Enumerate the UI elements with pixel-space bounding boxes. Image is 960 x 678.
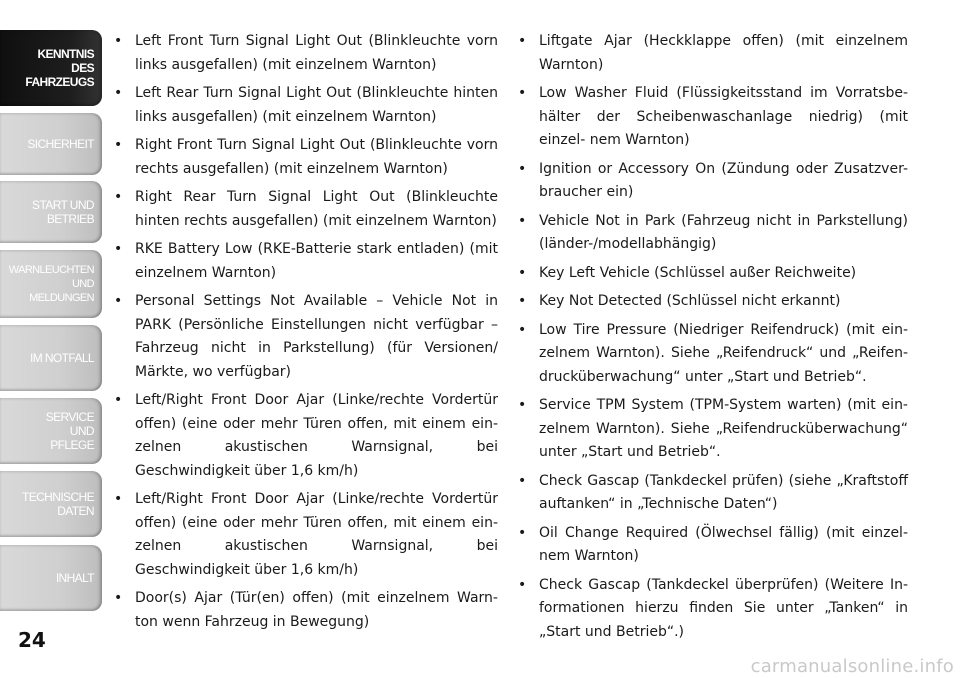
right-text-column [516, 30, 908, 649]
list-item [112, 587, 498, 634]
bullet: • [114, 392, 123, 408]
tab-label-line: PFLEGE [50, 438, 94, 452]
list-item-text: Left/Right Front Door Ajar (Linke/rechte Vordertür offen) (eine oder mehr Türen offen, mit einem ein- zelnen akustischen Warnsignal, bei Geschwindigkeit über 1,6 km/h) [135, 392, 498, 479]
list-item [112, 238, 498, 285]
bullet: • [114, 590, 123, 606]
tab-start-und-betrieb[interactable] [0, 181, 102, 243]
tab-label-line: DES [71, 61, 94, 75]
list-item-text: Personal Settings Not Available – Vehicle Not in PARK (Persönliche Einstellungen nicht verfügbar – Fahrzeug nicht in Parkstellung) (für Versionen/ Märkte, wo verfügbar) [135, 293, 498, 380]
list-item-text: Oil Change Required (Ölwechsel fällig) (mit einzel- nem Warnton) [539, 524, 908, 564]
list-item [516, 262, 908, 286]
bullet: • [518, 397, 527, 413]
list-item-text: Liftgate Ajar (Heckklappe offen) (mit einzelnem Warnton) [539, 33, 908, 73]
list-item [516, 319, 908, 390]
bullet: • [518, 293, 527, 309]
tab-label-line: UND [69, 424, 94, 438]
tab-inhalt[interactable] [0, 545, 102, 611]
chapter-tab-sidebar [0, 0, 104, 678]
list-item-text: Low Tire Pressure (Niedriger Reifendruck) (mit ein- zelnem Warnton). Siehe „Reifendruck“ und „Reifen- drucküberwachung“ unter „Start und Betrieb“. [539, 321, 908, 385]
list-item-text: RKE Battery Low (RKE-Batterie stark entladen) (mit einzelnem Warnton) [135, 241, 498, 281]
list-item-text: Right Front Turn Signal Light Out (Blinkleuchte vorn rechts ausgefallen) (mit einzelnem Warnton) [135, 137, 498, 177]
bullet: • [114, 293, 123, 309]
tab-label-line: INHALT [55, 571, 94, 585]
bullet: • [518, 33, 527, 49]
tab-sicherheit[interactable] [0, 113, 102, 175]
list-item-text: Left Rear Turn Signal Light Out (Blinkleuchte hinten links ausgefallen) (mit einzelnem Warnton) [135, 85, 498, 125]
tab-label-line: DATEN [57, 504, 94, 518]
list-item [516, 290, 908, 314]
list-item-text: Service TPM System (TPM-System warten) (mit ein- zelnem Warnton). Siehe „Reifendrucküberwachung“ unter „Start und Betrieb“. [539, 397, 908, 460]
bullet: • [114, 491, 123, 507]
list-item [516, 522, 908, 569]
list-item [516, 574, 908, 645]
list-item [112, 134, 498, 181]
tab-service-und-pflege[interactable] [0, 398, 102, 464]
bullet: • [518, 85, 527, 101]
list-item-text: Key Not Detected (Schlüssel nicht erkannt) [539, 293, 841, 309]
tab-warnleuchten-und-meldungen[interactable] [0, 250, 102, 318]
bullet: • [518, 524, 527, 541]
tab-label-line: BETRIEB [46, 212, 94, 226]
bullet: • [114, 85, 123, 101]
list-item-text: Check Gascap (Tankdeckel prüfen) (siehe „Kraftstoff auftanken“ in „Technische Daten“) [539, 472, 908, 512]
tab-label-line: KENNTNIS [37, 47, 94, 61]
list-item [516, 470, 908, 517]
list-item [112, 82, 498, 129]
tab-label-line: TECHNISCHE [21, 490, 94, 504]
list-item [112, 186, 498, 233]
tab-label-line: IM NOTFALL [29, 351, 94, 365]
tab-label-line: WARNLEUCHTEN [8, 264, 94, 276]
bullet: • [518, 472, 527, 489]
tab-label-line: SICHERHEIT [27, 137, 94, 151]
bullet: • [518, 576, 527, 593]
list-item-text: Check Gascap (Tankdeckel überprüfen) (Weitere In- formationen hierzu finden Sie unter „Tanken“ in „Start und Betrieb“.) [539, 576, 908, 640]
tab-im-notfall[interactable] [0, 325, 102, 391]
bullet: • [518, 321, 527, 338]
list-item [112, 488, 498, 582]
tab-label-line: UND [71, 278, 94, 290]
bullet: • [114, 137, 123, 153]
left-text-column [112, 30, 498, 639]
list-item-text: Left/Right Front Door Ajar (Linke/rechte Vordertür offen) (eine oder mehr Türen offen, mit einem ein- zelnen akustischen Warnsignal, bei Geschwindigkeit über 1,6 km/h) [135, 491, 498, 578]
list-item [516, 82, 908, 153]
bullet: • [518, 160, 527, 177]
list-item-text: Low Washer Fluid (Flüssigkeitsstand im Vorratsbe- hälter der Scheibenwaschanlage niedrig) (mit einzel- nem Warnton) [539, 85, 908, 148]
list-item [516, 158, 908, 205]
list-item [516, 394, 908, 465]
bullet: • [518, 212, 527, 229]
list-item [516, 210, 908, 257]
tab-technische-daten[interactable] [0, 471, 102, 537]
tab-label-line: MELDUNGEN [29, 292, 94, 304]
bullet: • [114, 241, 123, 257]
list-item-text: Left Front Turn Signal Light Out (Blinkleuchte vorn links ausgefallen) (mit einzelnem Warnton) [135, 33, 498, 73]
watermark: carmanualsonline.info [750, 656, 954, 677]
page-number: 24 [18, 628, 46, 652]
tab-kenntnis-des-fahrzeugs[interactable] [0, 30, 102, 106]
tab-label-line: SERVICE [45, 410, 94, 424]
list-item [112, 389, 498, 483]
list-item-text: Right Rear Turn Signal Light Out (Blinkleuchte hinten rechts ausgefallen) (mit einzelnem Warnton) [135, 189, 498, 229]
list-item [516, 30, 908, 77]
list-item [112, 290, 498, 384]
bullet: • [518, 264, 527, 281]
bullet: • [114, 189, 123, 205]
tab-label-line: FAHRZEUGS [25, 75, 94, 89]
bullet: • [114, 33, 123, 49]
list-item [112, 30, 498, 77]
tab-label-line: START UND [32, 198, 94, 212]
list-item-text: Door(s) Ajar (Tür(en) offen) (mit einzelnem Warn- ton wenn Fahrzeug in Bewegung) [135, 590, 498, 630]
list-item-text: Ignition or Accessory On (Zündung oder Zusatzver- braucher ein) [539, 160, 908, 200]
list-item-text: Vehicle Not in Park (Fahrzeug nicht in Parkstellung) (länder-/modellabhängig) [539, 212, 908, 252]
list-item-text: Key Left Vehicle (Schlüssel außer Reichweite) [539, 264, 857, 281]
